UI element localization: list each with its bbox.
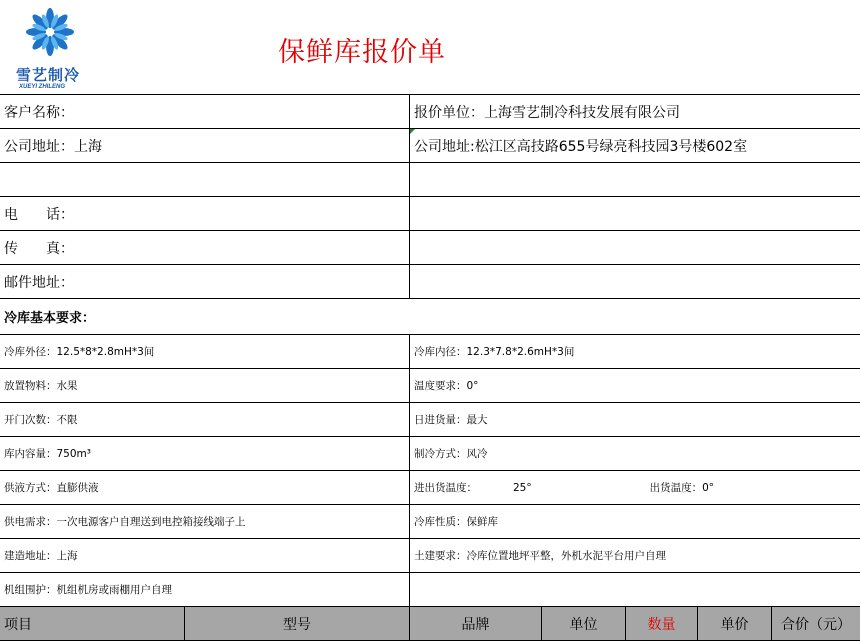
snowflake-icon bbox=[20, 4, 80, 62]
power-requirement[interactable]: 供电需求：一次电源客户自理送到电控箱接线端子上 bbox=[4, 516, 246, 528]
requirement-row bbox=[0, 505, 860, 539]
col-total[interactable]: 合价（元） bbox=[771, 607, 860, 640]
table-header-row bbox=[0, 607, 860, 641]
col-unit-price[interactable]: 单价 bbox=[697, 607, 771, 640]
stored-material[interactable]: 放置物料：水果 bbox=[4, 380, 78, 392]
inner-dimensions[interactable]: 冷库内径：12.3*7.8*2.6mH*3间 bbox=[409, 335, 860, 368]
quoting-company[interactable]: 报价单位：上海雪艺制冷科技发展有限公司 bbox=[409, 95, 860, 128]
requirement-row bbox=[0, 471, 860, 505]
goods-in-temp-value: 25° bbox=[513, 481, 532, 494]
requirement-row bbox=[0, 403, 860, 437]
cooling-method[interactable]: 制冷方式：风冷 bbox=[409, 437, 860, 470]
col-brand[interactable]: 品牌 bbox=[409, 607, 541, 640]
col-model[interactable]: 型号 bbox=[184, 607, 409, 640]
email-value[interactable] bbox=[409, 265, 860, 298]
col-quantity[interactable]: 数量 bbox=[625, 607, 697, 640]
requirements-heading[interactable]: 冷库基本要求： bbox=[4, 311, 96, 326]
col-unit[interactable]: 单位 bbox=[541, 607, 625, 640]
customer-address[interactable]: 公司地址：上海 bbox=[4, 138, 102, 155]
contact-row bbox=[0, 197, 860, 231]
blank-cell[interactable] bbox=[409, 573, 860, 606]
contact-row bbox=[0, 265, 860, 299]
door-openings[interactable]: 开门次数：不限 bbox=[4, 414, 78, 426]
logo-text-cn: 雪艺制冷 bbox=[16, 66, 81, 84]
build-address[interactable]: 建造地址：上海 bbox=[4, 550, 78, 562]
civil-requirement[interactable]: 土建要求：冷库位置地坪平整，外机水泥平台用户自理 bbox=[409, 539, 860, 572]
quote-sheet bbox=[0, 94, 860, 641]
requirement-row bbox=[0, 437, 860, 471]
outer-dimensions[interactable]: 冷库外径：12.5*8*2.8mH*3间 bbox=[4, 346, 155, 358]
col-item[interactable]: 项目 bbox=[4, 616, 32, 633]
phone-label[interactable]: 电 话： bbox=[4, 206, 74, 223]
contact-row bbox=[0, 95, 860, 129]
contact-row bbox=[0, 231, 860, 265]
daily-intake[interactable]: 日进货量：最大 bbox=[409, 403, 860, 436]
requirements-heading-row bbox=[0, 299, 860, 335]
fax-value[interactable] bbox=[409, 231, 860, 264]
customer-name-label[interactable]: 客户名称： bbox=[4, 104, 74, 121]
page-title: 保鲜库报价单 bbox=[278, 37, 446, 68]
goods-out-temp: 出货温度：0° bbox=[649, 482, 715, 494]
liquid-supply[interactable]: 供液方式：直膨供液 bbox=[4, 482, 99, 494]
company-address[interactable]: 公司地址:松江区高技路655号绿亮科技园3号楼602室 bbox=[409, 129, 860, 162]
company-logo bbox=[6, 4, 88, 88]
phone-value[interactable] bbox=[409, 197, 860, 230]
requirement-row bbox=[0, 573, 860, 607]
logo-text-en: XUEYI ZHILENG bbox=[19, 84, 66, 90]
storage-type[interactable]: 冷库性质：保鲜库 bbox=[409, 505, 860, 538]
storage-capacity[interactable]: 库内容量：750m³ bbox=[4, 448, 91, 460]
email-label[interactable]: 邮件地址： bbox=[4, 274, 74, 291]
temperature-requirement[interactable]: 温度要求：0° bbox=[409, 369, 860, 402]
blank-cell[interactable] bbox=[409, 163, 860, 196]
contact-row bbox=[0, 129, 860, 163]
blank-cell[interactable] bbox=[0, 163, 409, 196]
fax-label[interactable]: 传 真： bbox=[4, 240, 74, 257]
unit-enclosure[interactable]: 机组围护：机组机房或雨棚用户自理 bbox=[4, 584, 172, 596]
goods-in-temp-label: 进出货温度： bbox=[414, 482, 477, 494]
requirement-row bbox=[0, 369, 860, 403]
contact-row bbox=[0, 163, 860, 197]
requirement-row bbox=[0, 335, 860, 369]
goods-temperature[interactable] bbox=[409, 471, 860, 504]
requirement-row bbox=[0, 539, 860, 573]
